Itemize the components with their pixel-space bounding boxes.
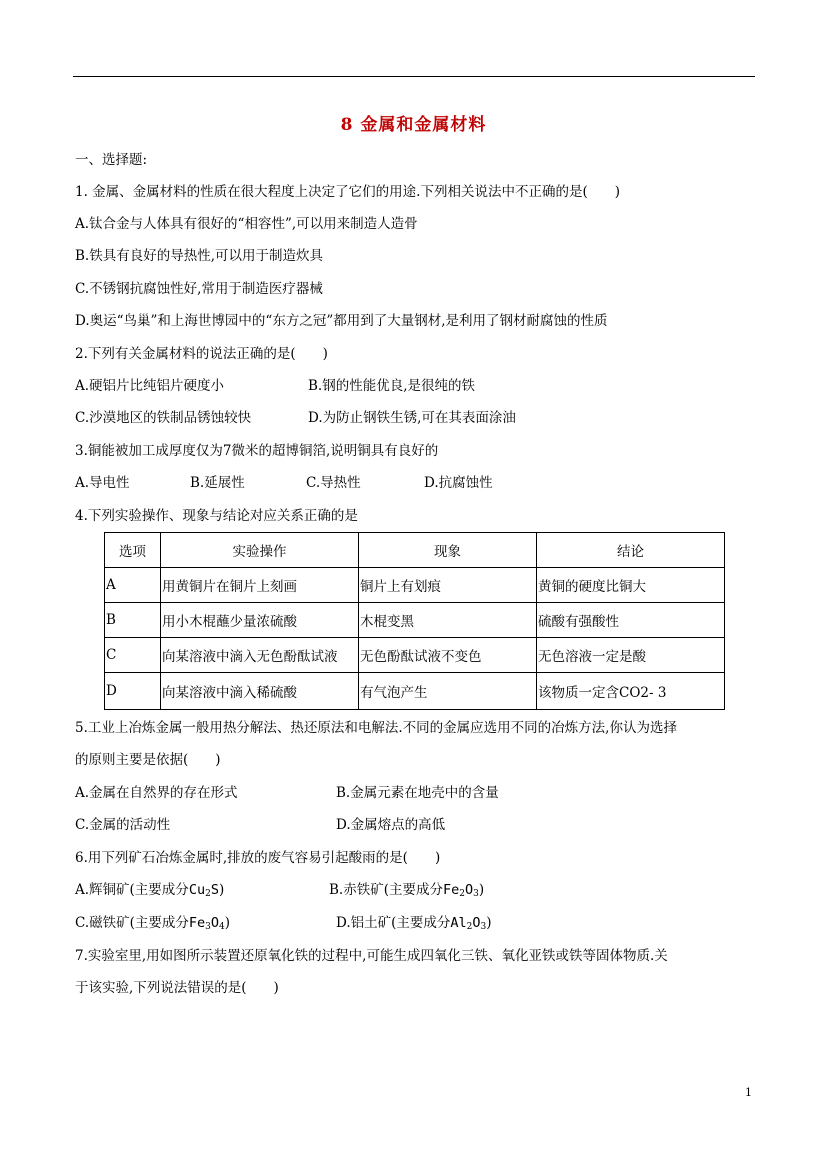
q6-option-c [75, 913, 230, 937]
table-cell: 用小木棍蘸少量浓硫酸 [161, 603, 359, 638]
formula-subscript: 2 [466, 922, 473, 932]
q3-stem: 3.铜能被加工成厚度仅为7微米的超博铜箔,说明铜具有良好的 [75, 443, 439, 459]
q5-stem-line2: 的原则主要是依据( ) [75, 752, 221, 768]
table-cell: A [105, 568, 161, 603]
option-text: A.辉铜矿(主要成分 [75, 882, 189, 898]
option-text: B.赤铁矿(主要成分 [329, 882, 443, 898]
q6-option-a [75, 880, 224, 904]
option-text: D.铝土矿(主要成分 [336, 915, 451, 931]
formula-part: O [464, 882, 474, 898]
table-header-cell: 实验操作 [161, 533, 359, 568]
table-row [105, 638, 725, 673]
table-cell: 黄铜的硬度比铜大 [537, 568, 725, 603]
option-text: C.磁铁矿(主要成分 [75, 915, 189, 931]
table-cell: 该物质一定含CO2- 3 [537, 673, 725, 710]
table-header-cell: 结论 [537, 533, 725, 568]
q4-stem: 4.下列实验操作、现象与结论对应关系正确的是 [75, 508, 358, 524]
table-cell: 木棍变黑 [359, 603, 537, 638]
formula-subscript: 4 [219, 922, 225, 932]
q3-option-c: C.导热性 [306, 475, 361, 491]
table-row [105, 568, 725, 603]
q5-option-c: C.金属的活动性 [75, 817, 171, 833]
formula-subscript: 2 [205, 889, 211, 899]
table-cell: 向某溶液中滴入无色酚酞试液 [161, 638, 359, 673]
formula-subscript: 3 [473, 889, 479, 899]
experiment-table [104, 532, 725, 710]
table-cell: B [105, 603, 161, 638]
q2-stem: 2.下列有关金属材料的说法正确的是( ) [75, 346, 328, 362]
option-text: ) [478, 882, 485, 898]
section-heading: 一、选择题: [75, 152, 148, 168]
q1-option-b: B.铁具有良好的导热性,可以用于制造炊具 [75, 248, 324, 264]
q7-stem-line2: 于该实验,下列说法错误的是( ) [75, 980, 279, 996]
page-number: 1 [745, 1086, 752, 1099]
q6-option-b [329, 880, 484, 904]
table-cell: 向某溶液中滴入稀硫酸 [161, 673, 359, 710]
q5-option-b: B.金属元素在地壳中的含量 [336, 785, 499, 801]
table-header-row [105, 533, 725, 568]
formula-subscript: 2 [459, 889, 465, 899]
table-row [105, 673, 725, 710]
option-text: ) [486, 915, 492, 931]
formula-part: Fe [188, 915, 206, 931]
formula-subscript: 3 [205, 922, 211, 932]
formula-part: Al [450, 915, 467, 931]
q2-option-c: C.沙漠地区的铁制品锈蚀较快 [75, 410, 252, 426]
table-cell: 用黄铜片在铜片上刻画 [161, 568, 359, 603]
q2-option-b: B.钢的性能优良,是很纯的铁 [308, 378, 476, 394]
q1-option-d: D.奥运“鸟巢”和上海世博园中的“东方之冠”都用到了大量钢材,是利用了钢材耐腐蚀的性质 [75, 313, 608, 329]
formula-subscript: 3 [480, 922, 487, 932]
q2-option-d: D.为防止钢铁生锈,可在其表面涂油 [308, 410, 516, 426]
q6-option-d [336, 913, 492, 937]
option-text: ) [218, 882, 225, 898]
q1-option-c: C.不锈钢抗腐蚀性好,常用于制造医疗器械 [75, 281, 323, 297]
table-header-cell: 现象 [359, 533, 537, 568]
table-cell: 有气泡产生 [359, 673, 537, 710]
table-cell: 硫酸有强酸性 [537, 603, 725, 638]
table-cell: C [105, 638, 161, 673]
table-cell: 无色酚酞试液不变色 [359, 638, 537, 673]
formula-part: O [210, 915, 220, 931]
header-rule [73, 76, 755, 77]
q1-stem: 1. 金属、金属材料的性质在很大程度上决定了它们的用途.下列相关说法中不正确的是( ) [75, 184, 620, 200]
table-cell: 无色溶液一定是酸 [537, 638, 725, 673]
option-text: ) [224, 915, 231, 931]
formula-part: O [472, 915, 481, 931]
q5-option-a: A.金属在自然界的存在形式 [75, 785, 238, 801]
q2-option-a: A.硬铝片比纯铝片硬度小 [75, 378, 225, 394]
q7-stem-line1: 7.实验室里,用如图所示装置还原氧化铁的过程中,可能生成四氧化三铁、氧化亚铁或铁等固体物质.关 [75, 948, 668, 964]
formula-part: S [210, 882, 219, 898]
formula-part: Cu [188, 882, 206, 898]
q5-stem-line1: 5.工业上冶炼金属一般用热分解法、热还原法和电解法.不同的金属应选用不同的冶炼方法,你认为选择 [75, 720, 677, 736]
q3-option-b: B.延展性 [190, 475, 245, 491]
table-cell: 铜片上有划痕 [359, 568, 537, 603]
table-header-cell: 选项 [105, 533, 161, 568]
q1-option-a: A.钛合金与人体具有很好的“相容性”,可以用来制造人造骨 [75, 216, 418, 232]
table-row [105, 603, 725, 638]
q3-option-d: D.抗腐蚀性 [424, 475, 493, 491]
q6-stem: 6.用下列矿石冶炼金属时,排放的废气容易引起酸雨的是( ) [75, 850, 441, 866]
table-cell: D [105, 673, 161, 710]
q5-option-d: D.金属熔点的高低 [336, 817, 446, 833]
page-title: 8 金属和金属材料 [340, 115, 487, 135]
q3-option-a: A.导电性 [75, 475, 130, 491]
formula-part: Fe [442, 882, 460, 898]
